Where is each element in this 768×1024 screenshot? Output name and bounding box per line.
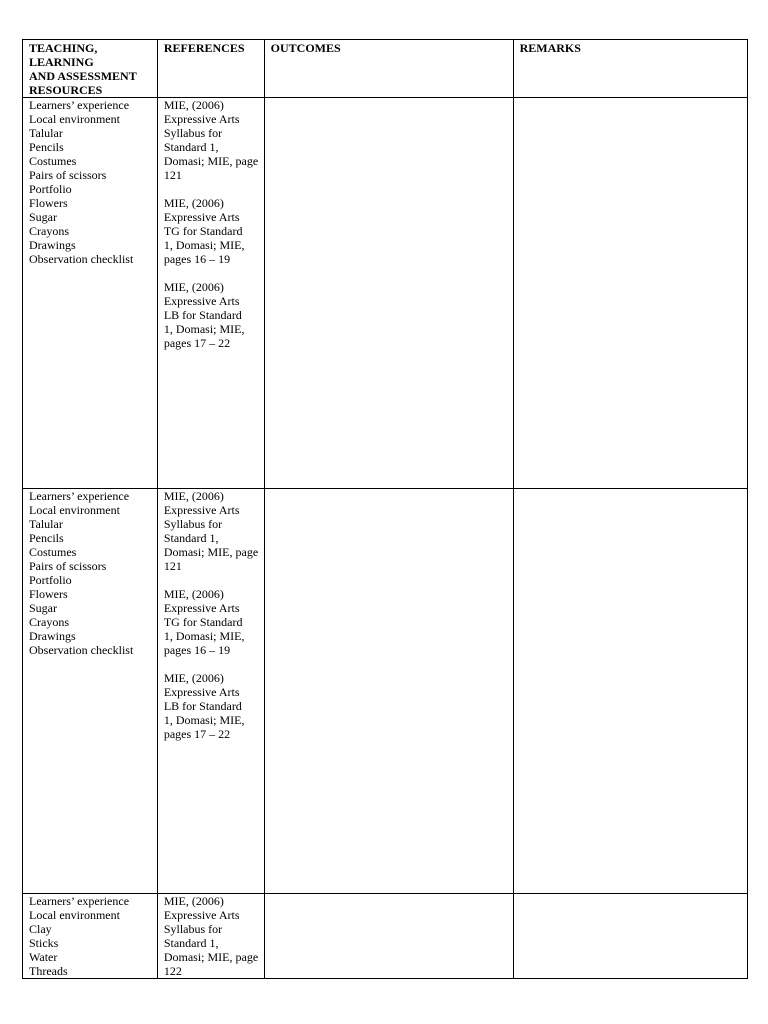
outcomes-cell [264,894,513,979]
header-references: REFERENCES [157,40,264,98]
resource-item: Flowers [29,587,68,601]
reference-line: 1, Domasi; MIE, [163,713,245,727]
reference-line: MIE, (2006) [163,671,224,685]
resource-item: Pairs of scissors [29,168,107,182]
resource-item: Local environment [29,908,120,922]
reference-line: Standard 1, [163,531,219,545]
remarks-cell [513,894,747,979]
resources-table [22,39,748,979]
resource-item: Observation checklist [29,643,134,657]
reference-line: MIE, (2006) [163,587,224,601]
reference-line: LB for Standard [163,308,242,322]
table-row [23,489,748,894]
references-cell [157,98,264,489]
reference-entry [164,196,264,266]
references-cell [157,489,264,894]
resource-item: Threads [29,964,68,978]
resource-item: Sugar [29,601,57,615]
resource-item: Pairs of scissors [29,559,107,573]
resource-item: Talular [29,126,63,140]
resource-item: Talular [29,517,63,531]
header-remarks: REMARKS [513,40,747,98]
reference-line: Expressive Arts [163,294,240,308]
reference-line: Expressive Arts [163,908,240,922]
header-resources-line: LEARNING [29,55,94,69]
header-resources [23,40,158,98]
reference-line: 1, Domasi; MIE, [163,238,245,252]
reference-line: Expressive Arts [163,685,240,699]
reference-entry [164,587,264,657]
reference-line: Domasi; MIE, page [163,154,259,168]
reference-line: MIE, (2006) [163,98,224,112]
reference-entry [164,98,264,182]
resource-item: Drawings [29,238,76,252]
reference-line: Standard 1, [163,140,219,154]
header-resources-line: RESOURCES [29,83,103,97]
table-row [23,98,748,489]
resource-item: Portfolio [29,182,72,196]
resource-item: Crayons [29,224,69,238]
reference-line: MIE, (2006) [163,894,224,908]
reference-line: MIE, (2006) [163,489,224,503]
reference-line: Syllabus for [163,126,223,140]
reference-line: 121 [163,168,182,182]
resource-item: Learners’ experience [29,894,130,908]
reference-line: MIE, (2006) [163,280,224,294]
reference-line: Standard 1, [163,936,219,950]
remarks-cell [513,489,747,894]
resource-item: Portfolio [29,573,72,587]
reference-line: Expressive Arts [163,601,240,615]
reference-line: 121 [163,559,182,573]
reference-line: 122 [163,964,182,978]
reference-line: TG for Standard [163,224,243,238]
resource-item: Drawings [29,629,76,643]
resource-item: Local environment [29,503,120,517]
resource-item: Learners’ experience [29,98,130,112]
header-resources-line: AND ASSESSMENT [29,69,137,83]
reference-line: 1, Domasi; MIE, [163,629,245,643]
outcomes-cell [264,489,513,894]
resources-cell [23,98,158,489]
outcomes-cell [264,98,513,489]
table-row [23,894,748,979]
resource-item: Flowers [29,196,68,210]
resource-item: Crayons [29,615,69,629]
resource-item: Pencils [29,531,64,545]
reference-entry [164,671,264,741]
resource-item: Observation checklist [29,252,134,266]
resources-cell [23,894,158,979]
reference-line: 1, Domasi; MIE, [163,322,245,336]
resources-cell [23,489,158,894]
reference-line: Expressive Arts [163,210,240,224]
resource-item: Costumes [29,545,77,559]
reference-line: pages 16 – 19 [163,643,231,657]
reference-line: MIE, (2006) [163,196,224,210]
resource-item: Water [29,950,58,964]
resource-item: Local environment [29,112,120,126]
reference-entry [164,894,264,978]
resource-item: Learners’ experience [29,489,130,503]
reference-line: pages 16 – 19 [163,252,231,266]
reference-line: Expressive Arts [163,503,240,517]
reference-line: Expressive Arts [163,112,240,126]
reference-entry [164,489,264,573]
reference-line: LB for Standard [163,699,242,713]
resource-item: Pencils [29,140,64,154]
remarks-cell [513,98,747,489]
references-cell [157,894,264,979]
header-outcomes: OUTCOMES [264,40,513,98]
reference-entry [164,280,264,350]
table-body [23,98,748,979]
reference-line: TG for Standard [163,615,243,629]
reference-line: Syllabus for [163,922,223,936]
reference-line: Domasi; MIE, page [163,950,259,964]
reference-line: pages 17 – 22 [163,336,231,350]
resource-item: Costumes [29,154,77,168]
header-resources-line: TEACHING, [29,41,98,55]
reference-line: Domasi; MIE, page [163,545,259,559]
resource-item: Clay [29,922,52,936]
table-header-row [23,40,748,98]
reference-line: pages 17 – 22 [163,727,231,741]
resource-item: Sugar [29,210,57,224]
reference-line: Syllabus for [163,517,223,531]
resource-item: Sticks [29,936,59,950]
